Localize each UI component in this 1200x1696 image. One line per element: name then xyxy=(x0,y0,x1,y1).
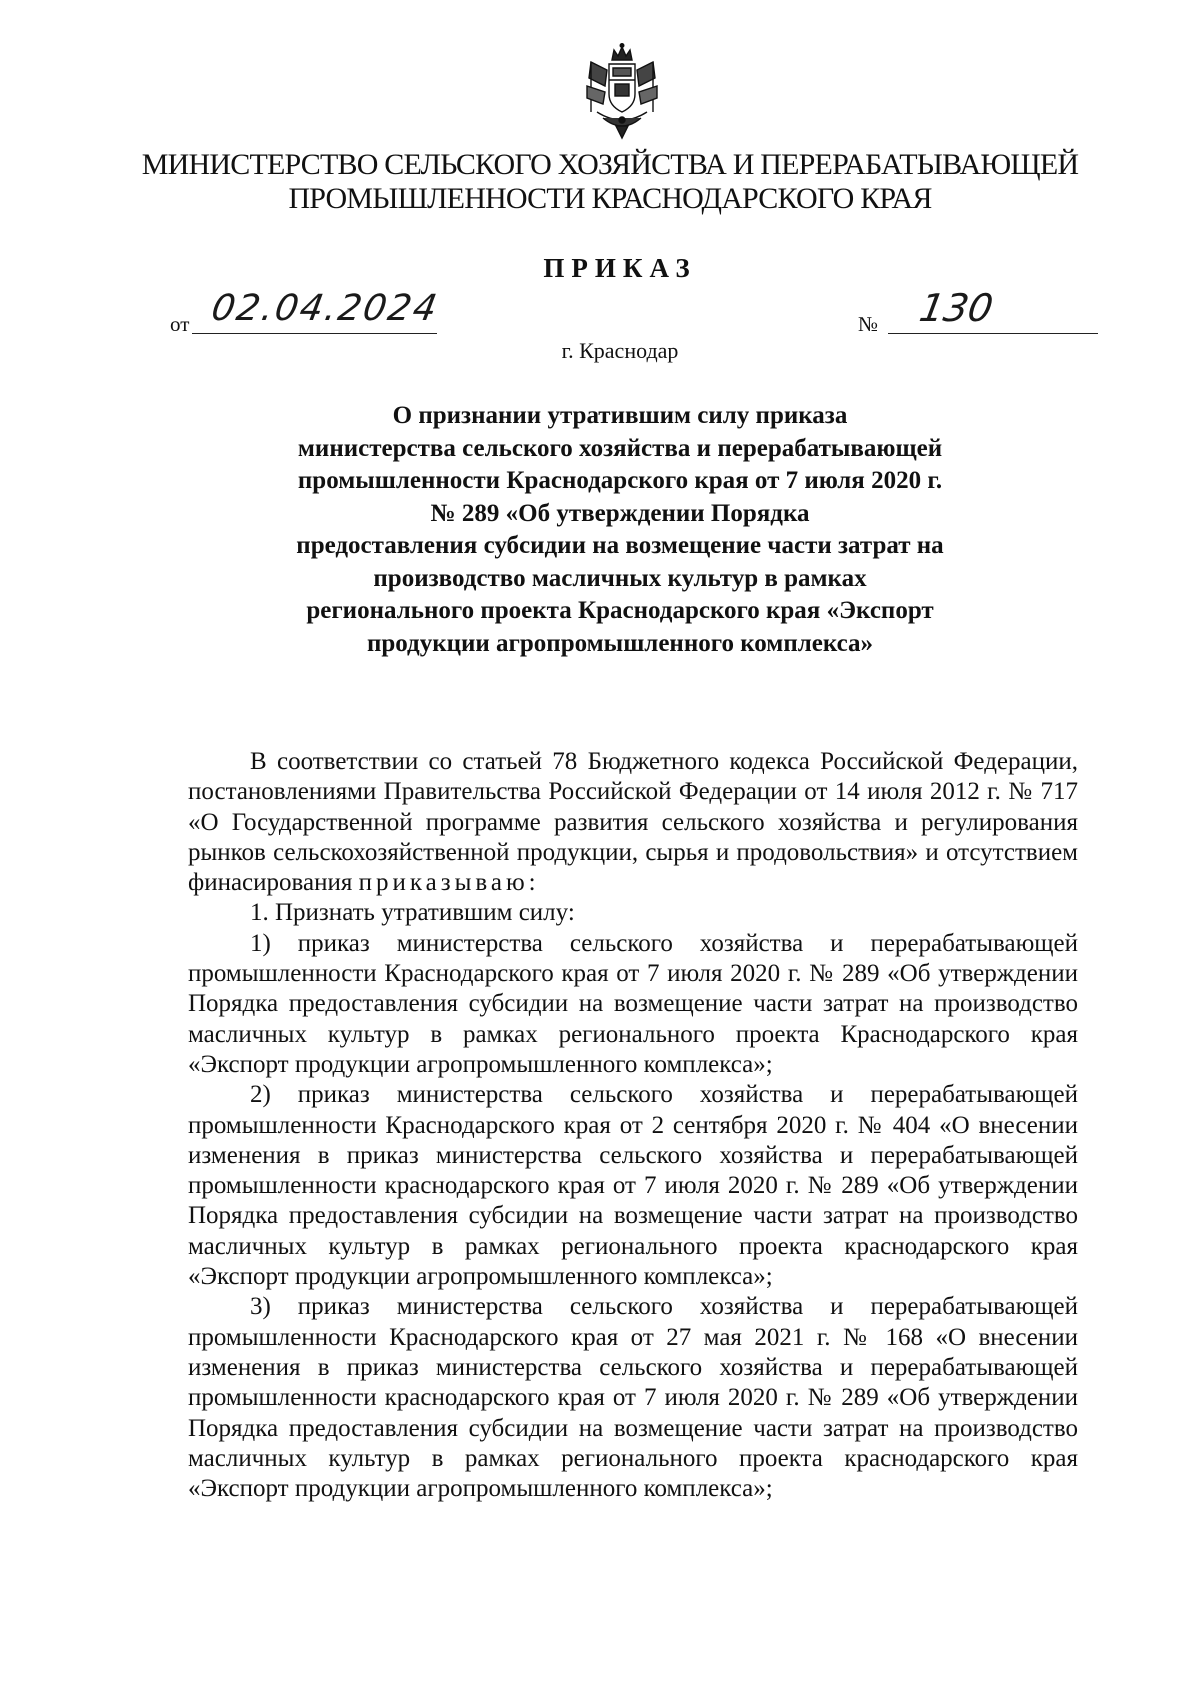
city-name: г. Краснодар xyxy=(561,338,679,363)
subject-line: министерства сельского хозяйства и перерабатывающей xyxy=(297,434,943,462)
date-underline xyxy=(192,333,437,334)
date-handwritten: 02.04.2024 xyxy=(208,288,442,329)
ministry-name xyxy=(130,148,1090,216)
preamble-paragraph xyxy=(188,747,1078,898)
preamble-text: В соответствии со статьей 78 Бюджетного кодекса Российской Федерации, постановлениями Правительства Российской Федерации от 14 июля 2012 г. № 717 «О Государственной программе развития сельского хозяйства и регулирования рынков сельскохозяйственной продукции, сырья и продовольствия» и отсутствием финасирования xyxy=(188,748,1078,897)
document-type-title: ПРИКАЗ xyxy=(543,253,697,283)
subject-line: О признании утратившим силу приказа xyxy=(392,402,848,429)
decree-word: приказываю xyxy=(358,869,529,897)
subject-line: производство масличных культур в рамках xyxy=(373,564,867,592)
subject-line: № 289 «Об утверждении Порядка xyxy=(430,499,810,527)
date-prefix: от xyxy=(170,312,190,336)
number-prefix: № xyxy=(858,312,879,336)
subject-line: предоставления субсидии на возмещение части затрат на xyxy=(296,532,944,559)
ministry-name-line2: ПРОМЫШЛЕННОСТИ КРАСНОДАРСКОГО КРАЯ xyxy=(288,182,932,215)
item-1-paragraph: 1. Признать утратившим силу: xyxy=(250,899,575,927)
subject-line: регионального проекта Краснодарского края «Экспорт xyxy=(306,597,934,624)
number-underline xyxy=(888,333,1098,334)
subject-line: промышленности Краснодарского края от 7 июля 2020 г. xyxy=(297,467,943,494)
document-subject xyxy=(260,400,980,660)
subitem-3-paragraph: 3) приказ министерства сельского хозяйства и перерабатывающей промышленности Краснодарского края от 27 мая 2021 г. № 168 «О внесении изменения в приказ министерства сельского хозяйства и перерабатывающей промышленности краснодарского края от 7 июля 2020 г. № 289 «Об утверждении Порядка предоставления субсидии на возмещение части затрат на производство масличных культур в рамках регионального проекта краснодарского края «Экспорт продукции агропромышленного комплекса»; xyxy=(188,1293,1078,1503)
decree-suffix: : xyxy=(528,869,536,897)
subitem-2-paragraph: 2) приказ министерства сельского хозяйства и перерабатывающей промышленности Краснодарского края от 2 сентября 2020 г. № 404 «О внесении изменения в приказ министерства сельского хозяйства и перерабатывающей промышленности краснодарского края от 7 июля 2020 г. № 289 «Об утверждении Порядка предоставления субсидии на возмещение части затрат на производство масличных культур в рамках регионального проекта краснодарского края «Экспорт продукции агропромышленного комплекса»; xyxy=(188,1081,1078,1291)
ministry-name-line1: МИНИСТЕРСТВО СЕЛЬСКОГО ХОЗЯЙСТВА И ПЕРЕРАБАТЫВАЮЩЕЙ xyxy=(141,148,1079,181)
subitem-1-paragraph: 1) приказ министерства сельского хозяйства и перерабатывающей промышленности Краснодарского края от 7 июля 2020 г. № 289 «Об утверждении Порядка предоставления субсидии на возмещение части затрат на производство масличных культур в рамках регионального проекта Краснодарского края «Экспорт продукции агропромышленного комплекса»; xyxy=(188,929,1078,1078)
subject-line: продукции агропромышленного комплекса» xyxy=(366,629,874,657)
number-handwritten: 130 xyxy=(916,286,997,330)
document-body xyxy=(188,747,1078,1504)
coat-of-arms-icon xyxy=(583,42,661,140)
